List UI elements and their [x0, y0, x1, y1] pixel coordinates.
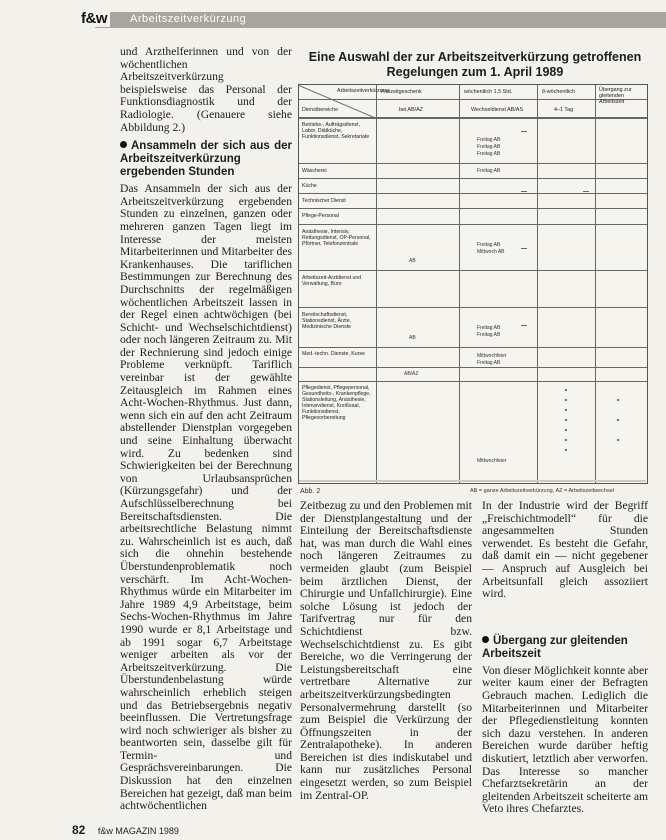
row-label-5: Pflege-Personal	[302, 213, 339, 219]
left-intro-paragraph: und Arzthelferinnen und von der wöchentlichen Arbeitszeitverkürzung beispielsweise das Personal der Funktionsdiagnostik und der Radiologie. (Genauere siehe Abbildung 2.)	[120, 46, 292, 134]
cell-mark: Freitag AB	[477, 325, 501, 331]
page-number: 82	[72, 823, 86, 837]
cell-mark: AB	[409, 335, 416, 341]
page-footer	[72, 823, 179, 837]
regulations-table	[298, 84, 648, 484]
left-section-heading: Ansammeln der sich aus der Arbeitszeitverkürzung ergebenden Stunden	[120, 140, 292, 179]
cell-mark: Freitag AB	[477, 242, 501, 248]
cell-mark: Mittwochfeier	[477, 458, 507, 464]
cell-mark: Freitag AB	[477, 168, 501, 174]
row-label-7: Arbeitszeit-Arztdienst und Verwaltung, Büro	[302, 275, 362, 287]
cell-mark: Freitag AB	[477, 137, 501, 143]
bullet-icon	[120, 141, 127, 148]
row-label-9: Med.-techn. Dienste, Kurse	[302, 351, 365, 357]
section-title: Arbeitszeitverkürzung	[130, 13, 247, 25]
journal-name: f&w MAGAZIN 1989	[97, 826, 179, 836]
right-section-heading: Übergang zur gleitenden Arbeitszeit	[482, 634, 628, 660]
magazine-logo: f&w	[78, 10, 110, 27]
header-bottom-label: Dienstbereiche	[302, 107, 338, 113]
cell-mark: AB/AZ	[404, 371, 419, 377]
cell-mark: Freitag AB	[477, 144, 501, 150]
figure-legend: AB = ganze Arbeitszeitverkürzung, AZ = Arbeitszeitwechsel	[470, 488, 614, 494]
col-header-3: 8-wöchentlich	[542, 89, 575, 95]
cell-mark: Freitag AB	[477, 360, 501, 366]
row-label-8: Bereitschaftsdienst, Stationsdienst, Ärzte, Medizinische Dienste	[302, 312, 352, 330]
cell-mark: Freitag AB	[477, 151, 501, 157]
left-section-subheading: ergebenden Stunden	[120, 166, 235, 179]
right-body-paragraph: Von dieser Möglichkeit konnte aber weiter kaum einer der Befragten Gebrauch machen. Lediglich die Mitarbeiterinnen und Mitarbeiter der Pflegedienstleitung konnten sich dazu verstehen. In anderen Bereichen wurde darüber heftig diskutiert, letztlich aber verworfen. Das Interesse so mancher Chefarztsekretärin an der gleitenden Arbeitszeit scheiterte am Veto ihres Chefarztes.	[482, 663, 648, 816]
header-top-label: Arbeitszeitverkürzung	[337, 88, 389, 94]
bullet-icon	[482, 636, 489, 643]
col-subheader-1: bei AB/AZ	[399, 107, 423, 113]
col-header-1: Freizeitgeschenk	[381, 89, 422, 95]
left-body-paragraph: Das Ansammeln der sich aus der Arbeitszeitverkürzung ergebenden Stunden zu einzelnen, ganzen oder mehreren ganzen Tagen liegt im Interesse der meisten Mitarbeiterinnen und Mitarbeiter des Krankenhauses. Die tariflichen Bestimmungen zur Berechnung des Durchschnitts der regelmäßigen wöchentlichen Arbeitszeit lassen in der Regel einen achtwöchigen (bei Schicht- und Wechselschichtdienst) oder noch längeren Zeitraum zu. Mit der Rechnierung sind jedoch einige Probleme verknüpft. Tariflich vereinbar ist der gewählte Zeitausgleich im Rahmen eines Acht-Wochen-Rhythmus. Just dann, wenn sich ein auf den acht Zeitraum abstellender Dienstplan vorgegeben und seine Einhaltung überwacht wird. Zu bedenken sind Schwierigkeiten bei der Berechnung von Urlaubsansprüchen (Kürzungsgefahr) und der Aufschlüsselberechnung bei Bereitschaftsdiensten. Die arbeitsrechtliche Belastung nimmt zu. Wahrscheinlich ist es auch, daß sich die ohnehin bestehende Überstundenproblematik noch verschärft. Im Acht-Wochen-Rhythmus würde ein Mitarbeiter im Jahre 1989 4,9 Arbeitstage, beim Sechs-Wochen-Rhythmus im Jahre 1990 wurde er 8,1 Arbeitstage und ab 1991 sogar 6,7 Arbeitstage weniger arbeiten als vor der Arbeitszeitverkürzung. Die Überstundenbelastung würde wahrscheinlich erheblich steigen und das Betriebsergebnis negativ beeinflussen. Die Vertretungsfrage wird noch schwieriger als bisher zu beantworten sein, dasselbe gilt für Termin- und Gesprächsvereinbarungen. Die Diskussion hat den einzelnen Bereichen hat gezeigt, daß man beim achtwöchentlichen	[120, 182, 292, 813]
figure-caption: Abb. 2	[300, 488, 321, 495]
middle-body-paragraph: Zeitbezug zu und den Problemen mit der Dienstplangestaltung und der Einteilung der Bereitschaftsdienste hat, was man durch die Wahl eines noch längeren Zeitraumes zu vermeiden glaubt (zum Beispiel beim ärztlichen Dienst, der Chirurgie und Unfallchirurgie). Eine solche Lösung ist jedoch der Tarifvertrag nur für den Schichtdienst bzw. Wechselschichtdienst zu. Es gibt Bereiche, wo die Verringerung der Leistungsbereitschaft eine vertretbare Alternative zur arbeitszeitverkürzungsbedingten Personalvermehrung darstellt (so zum Beispiel die Verkürzung der Öffnungszeiten in der Zentralapotheke). In anderen Bereichen ist dies indiskutabel und kann nur zusätzliches Personal eingesetzt werden, so zum Beispiel im Zentral-OP.	[300, 500, 472, 802]
cell-mark: Freitag AB	[477, 332, 501, 338]
row-label-6: Anästhesie, Intensiv, Rettungsdienst, OP-Personal, Pförtner, Telefonzentrale	[302, 229, 371, 247]
col-subheader-2: Wechseldienst AB/AS	[471, 107, 524, 113]
row-label-10: Pflegedienst, Pflegepersonal, Gesundheits-, Krankenpflege, Stationsleitung, Anästhesie, Intensivdienst, Kreißsaal, Funktionsdienst, Pflegevorbereitung	[302, 385, 371, 421]
cell-mark: AB	[409, 258, 416, 264]
cell-mark: Mittwochfeier	[477, 353, 507, 359]
right-column	[482, 500, 648, 820]
table-bottom-shade	[299, 480, 646, 482]
row-label-3: Küche	[302, 183, 317, 189]
right-intro-paragraph: In der Industrie wird der Begriff „Freischichtmodell“ für die angesammelten Stunden verwendet. Es besteht die Gefahr, daß damit ein — nicht gegebener — Anspruch auf Ausgleich bei Arbeitsunfall gleich assoziiert wird.	[482, 500, 648, 601]
col-subheader-3: 4–1 Tag	[554, 107, 574, 113]
row-label-1: Betriebs-, Aufträgsdienst, Labor, Diätküche, Funktionsdienst, Sekretariate	[302, 122, 370, 140]
left-column	[120, 46, 292, 816]
middle-column	[300, 500, 472, 820]
row-label-4: Technischer Dienst	[302, 198, 346, 204]
right-section-subheading: Arbeitszeit	[482, 647, 541, 660]
col-header-2: wöchentlich 1,5 Std.	[464, 89, 513, 95]
cell-mark: Mittwoch AB	[477, 249, 505, 255]
figure-title: Eine Auswahl der zur Arbeitszeitverkürzung getroffenen Regelungen zum 1. April 1989	[308, 50, 642, 79]
col-header-4: Übergang zur gleitenden Arbeitszeit	[599, 87, 632, 105]
row-label-2: Wäscherei	[302, 168, 327, 174]
